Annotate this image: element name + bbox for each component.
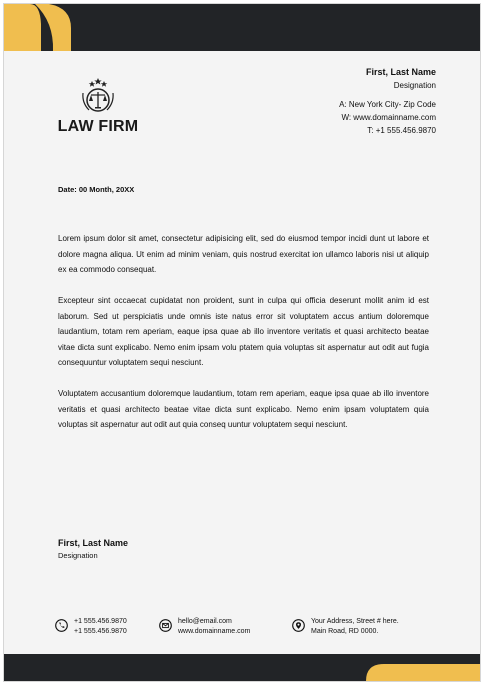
footer-accent-shape <box>352 654 481 681</box>
body-paragraph: Lorem ipsum dolor sit amet, consectetur adipisicing elit, sed do eiusmod tempor incidi dunt ut labore et dolore magna aliqua. Ut enim ad minim veniam, quis nostrud exercitat ion ullamco laboris nisi ut aliquip ex ea commodo consequat. <box>58 234 429 274</box>
footer-email-address: hello@email.com <box>178 618 232 625</box>
footer-website: www.domainname.com <box>178 628 251 635</box>
letter-date: Date: 00 Month, 20XX <box>58 185 135 194</box>
footer-address <box>292 617 399 637</box>
sender-phone: T: +1 555.456.9870 <box>367 126 436 135</box>
sender-block <box>339 66 436 137</box>
sender-address: A: New York City- Zip Code <box>339 100 436 109</box>
footer-band <box>4 654 481 681</box>
phone-icon <box>55 619 68 632</box>
footer-phone <box>55 617 127 637</box>
footer-address-line-2: Main Road, RD 0000. <box>311 628 379 635</box>
footer-phone-2: +1 555.456.9870 <box>74 628 127 635</box>
body-paragraph: Voluptatem accusantium doloremque laudantium, totam rem aperiam, eaque ipsa quae ab illo inventore veritatis et quasi architecto beatae vitae dicta sunt explicabo. Nemo enim ipsam voluptatem quia voluptas sit aspernatur aut odit aut quia conseq uuntur voluptatem sequi nesciunt. <box>58 389 429 429</box>
signature-block <box>58 537 128 561</box>
header-accent-shape <box>4 4 84 51</box>
location-pin-icon <box>292 619 305 632</box>
signature-designation: Designation <box>58 551 98 560</box>
firm-name: LAW FIRM <box>57 118 139 135</box>
email-icon <box>159 619 172 632</box>
footer-phone-1: +1 555.456.9870 <box>74 618 127 625</box>
letter-body <box>58 231 429 448</box>
footer-address-line-1: Your Address, Street # here. <box>311 618 399 625</box>
signature-name: First, Last Name <box>58 538 129 548</box>
letterhead-page <box>3 3 481 682</box>
sender-name: First, Last Name <box>365 67 436 77</box>
sender-designation: Designation <box>393 81 436 90</box>
footer-email <box>159 617 250 637</box>
firm-logo <box>53 76 143 136</box>
header-band <box>4 4 481 51</box>
sender-website: W: www.domainname.com <box>341 113 436 122</box>
body-paragraph: Excepteur sint occaecat cupidatat non proident, sunt in culpa qui officia deserunt mollit anim id est laborum. Sed ut perspiciatis unde omnis iste natus error sit voluptatem accus antium doloremque laudantium, totam rem aperiam, eaque ipsa quae ab illo inventore veritatis et quasi architecto beatae vitae dicta sunt explicabo. Nemo enim ipsam volu ptatem quia voluptas sit aspernatur aut odit aut fugia consequuntur voluptatem sequi nesciunt. <box>58 296 429 367</box>
scales-of-justice-icon <box>78 76 118 116</box>
